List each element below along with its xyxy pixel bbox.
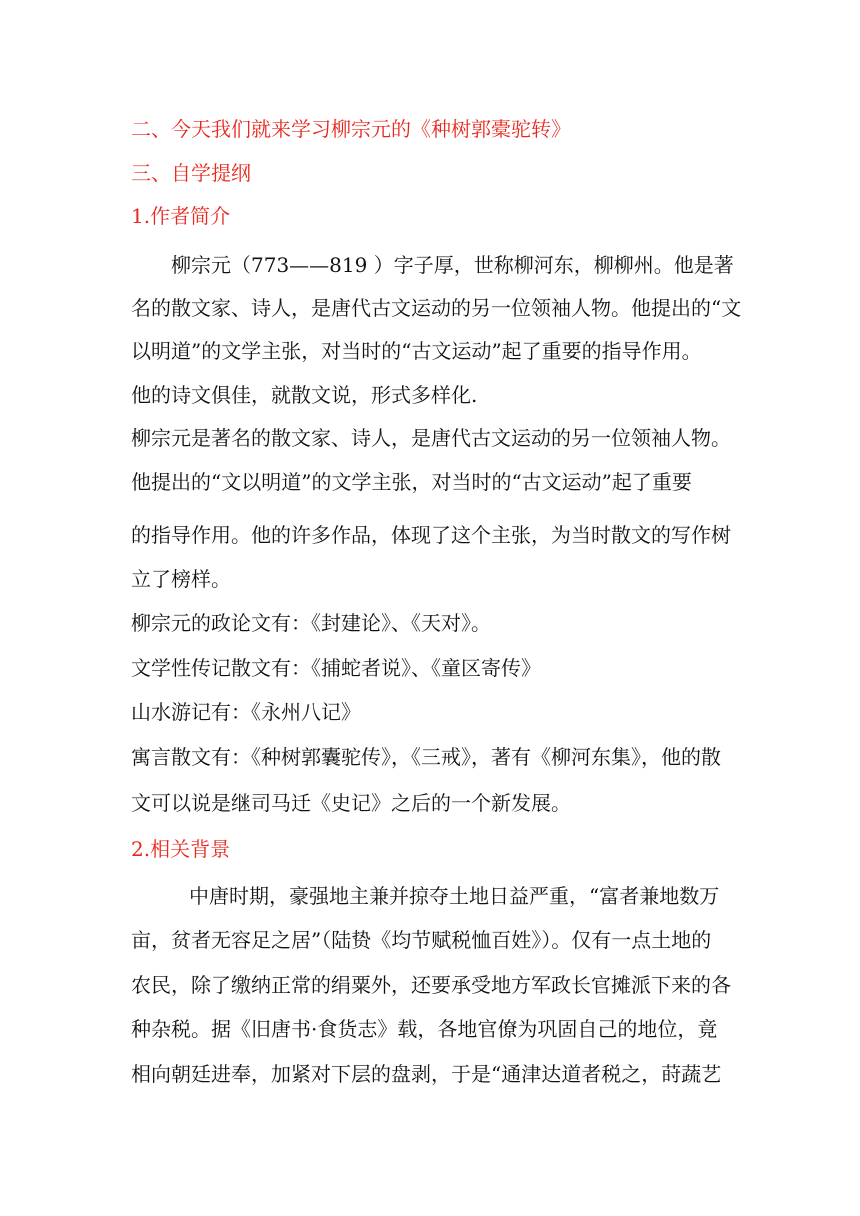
subheading-author-intro: 1.作者简介	[131, 204, 231, 228]
paragraph-line: 种杂税。据《旧唐书·食货志》载，各地官僚为巩固自己的地位，竟	[131, 1017, 718, 1041]
paragraph-line: 的指导作用。他的许多作品，体现了这个主张，为当时散文的写作树	[131, 523, 731, 547]
paragraph-line: 名的散文家、诗人，是唐代古文运动的另一位领袖人物。他提出的“文	[131, 296, 742, 320]
paragraph-line: 柳宗元是著名的散文家、诗人，是唐代古文运动的另一位领袖人物。	[131, 426, 731, 450]
paragraph-line: 柳宗元（773——819 ）字子厚，世称柳河东，柳柳州。他是著	[171, 253, 734, 277]
paragraph-line: 立了榜样。	[131, 567, 231, 591]
section-heading-3: 三、自学提纲	[131, 161, 251, 185]
paragraph-line: 相向朝廷进奉，加紧对下层的盘剥，于是“通津达道者税之，莳蔬艺	[131, 1062, 722, 1086]
paragraph-line: 以明道”的文学主张，对当时的“古文运动”起了重要的指导作用。	[131, 339, 702, 363]
works-line: 文学性传记散文有：《捕蛇者说》、《童区寄传》	[131, 656, 541, 680]
works-line: 寓言散文有：《种树郭囊驼传》，《三戒》，著有《柳河东集》，他的散	[131, 745, 721, 769]
section-heading-2: 二、今天我们就来学习柳宗元的《种树郭橐驼转》	[131, 117, 571, 141]
paragraph-line: 他提出的“文以明道”的文学主张，对当时的“古文运动”起了重要	[131, 470, 692, 494]
paragraph-line: 亩，贫者无容足之居”（陆贽《均节赋税恤百姓》）。仅有一点土地的	[131, 928, 712, 952]
works-line: 文可以说是继司马迁《史记》之后的一个新发展。	[131, 791, 571, 815]
subheading-background: 2.相关背景	[131, 837, 231, 861]
works-line: 山水游记有：《永州八记》	[131, 700, 361, 724]
works-line: 柳宗元的政论文有：《封建论》、《天对》。	[131, 611, 491, 635]
paragraph-line: 他的诗文俱佳，就散文说，形式多样化.	[131, 383, 478, 407]
paragraph-line: 中唐时期，豪强地主兼并掠夺土地日益严重，“富者兼地数万	[189, 884, 720, 908]
paragraph-line: 农民，除了缴纳正常的绢粟外，还要承受地方军政长官摊派下来的各	[131, 973, 731, 997]
